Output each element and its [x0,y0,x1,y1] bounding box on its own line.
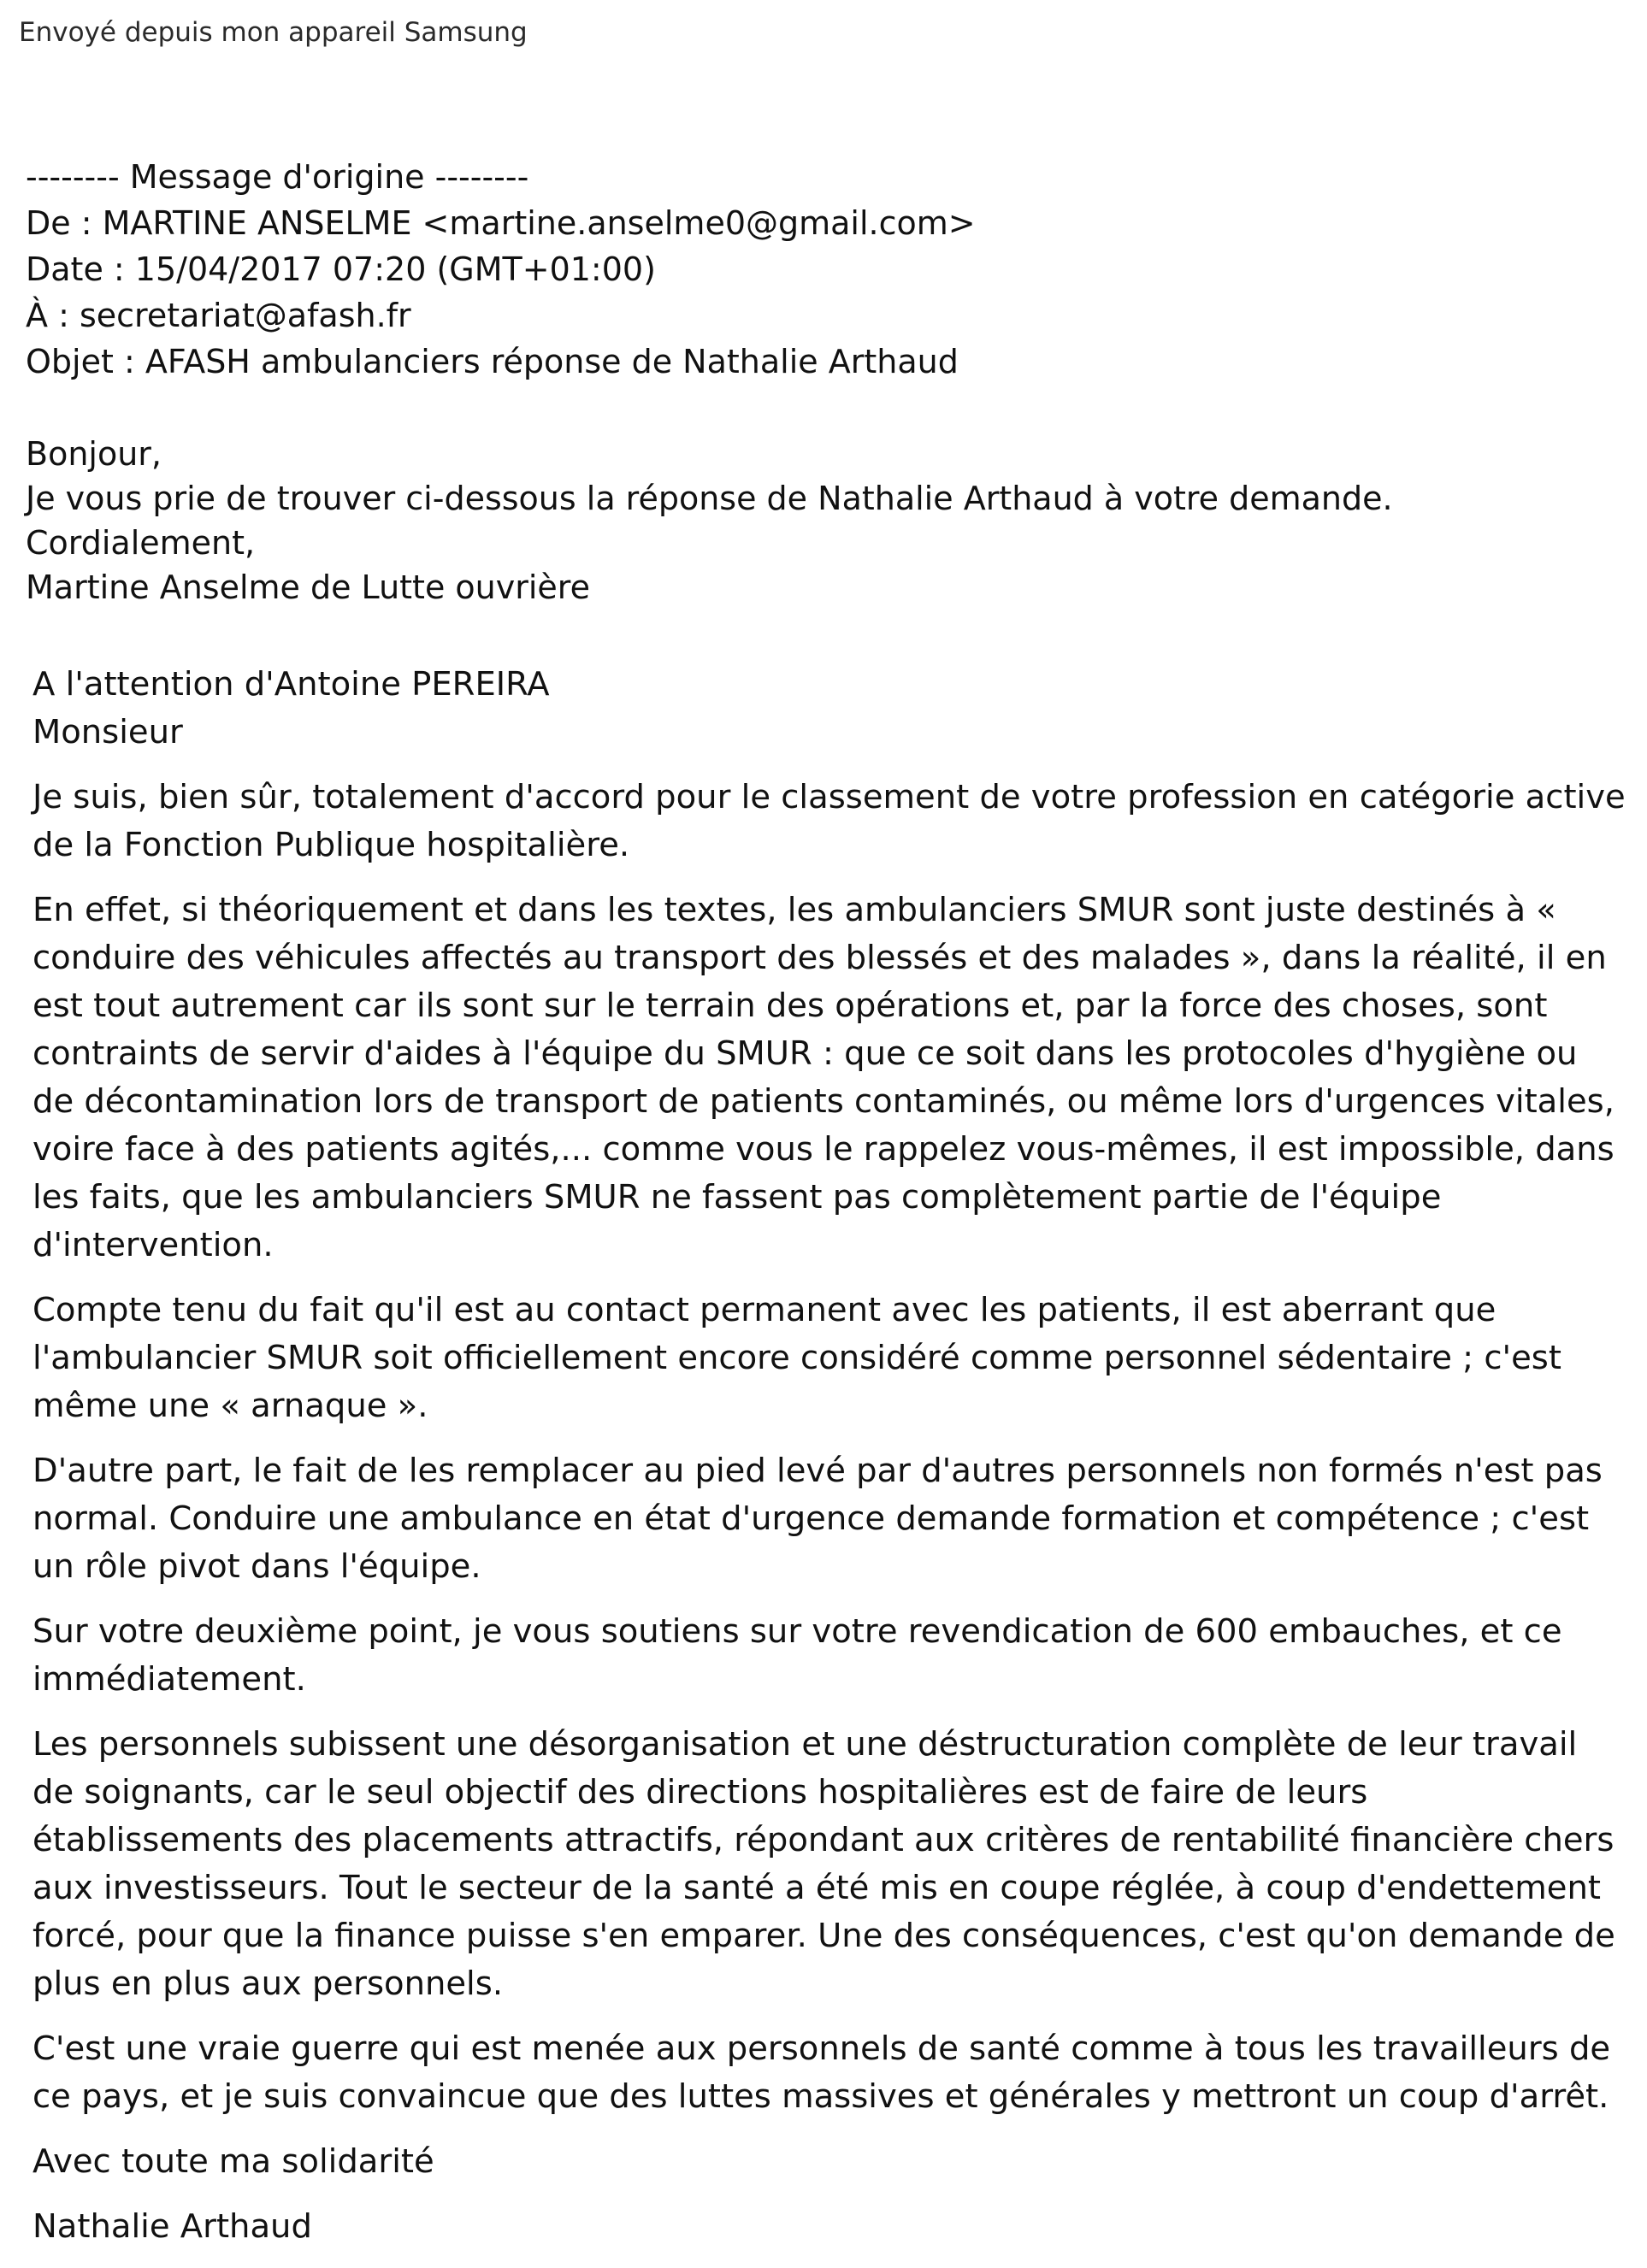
header-from: De : MARTINE ANSELME <martine.anselme0@gmail.com> [26,204,976,242]
letter-paragraph: Je suis, bien sûr, totalement d'accord pour le classement de votre profession en catégorie active de la Fonction Publique hospitalière. [32,778,1626,864]
header-subject: Objet : AFASH ambulanciers réponse de Nathalie Arthaud [26,343,959,380]
letter-paragraph: D'autre part, le fait de les remplacer au pied levé par d'autres personnels non formés n'est pas normal. Conduire une ambulance en état d'urgence demande formation et compétence ; c'est un rôle pivot dans l'équipe. [32,1452,1603,1586]
letter-paragraph: Compte tenu du fait qu'il est au contact permanent avec les patients, il est aberrant que l'ambulancier SMUR soit officiellement encore considéré comme personnel sédentaire ; c'est même une « arnaque ». [32,1291,1561,1425]
letter-salutation: Monsieur [32,713,183,751]
letter-paragraph: Les personnels subissent une désorganisation et une déstructuration complète de leur travail de soignants, car le seul objectif des directions hospitalières est de faire de leurs établissements des placements attractifs, répondant aux critères de rentabilité financière chers aux investisseurs. Tout le secteur de la santé a été mis en coupe réglée, à coup d'endettement forcé, pour que la finance puisse s'en emparer. Une des conséquences, c'est qu'on demande de plus en plus aux personnels. [32,1725,1615,2003]
letter-paragraph: C'est une vraie guerre qui est menée aux personnels de santé comme à tous les travailleurs de ce pays, et je suis convaincue que des luttes massives et générales y mettront un coup d'arrêt. [32,2029,1611,2116]
intro-block [26,432,1393,610]
header-date: Date : 15/04/2017 07:20 (GMT+01:00) [26,250,656,288]
intro-greeting: Bonjour, [26,435,162,473]
intro-signature: Martine Anselme de Lutte ouvrière [26,568,590,606]
sent-from-line: Envoyé depuis mon appareil Samsung [19,17,528,48]
message-separator: -------- Message d'origine -------- [26,158,529,196]
intro-closing: Cordialement, [26,524,256,562]
letter-paragraph: Sur votre deuxième point, je vous soutiens sur votre revendication de 600 embauches, et ce immédiatement. [32,1612,1562,1699]
letter-signature: Nathalie Arthaud [32,2207,312,2246]
forwarded-message-header [26,154,976,385]
letter-attention: A l'attention d'Antoine PEREIRA [32,665,550,704]
letter-paragraph: En effet, si théoriquement et dans les textes, les ambulanciers SMUR sont juste destinés à « conduire des véhicules affectés au transport des blessés et des malades », dans la réalité, il en est tout autrement car ils sont sur le terrain des opérations et, par la force des choses, sont contraints de servir d'aides à l'équipe du SMUR : que ce soit dans les protocoles d'hygiène ou de décontamination lors de transport de patients contaminés, ou même lors d'urgences vitales, voire face à des patients agités,... comme vous le rappelez vous-mêmes, il est impossible, dans les faits, que les ambulanciers SMUR ne fassent pas complètement partie de l'équipe d'intervention. [32,891,1615,1264]
letter-body [32,661,1627,2268]
header-to: À : secretariat@afash.fr [26,297,411,334]
intro-line: Je vous prie de trouver ci-dessous la réponse de Nathalie Arthaud à votre demande. [26,480,1393,517]
letter-closing: Avec toute ma solidarité [32,2142,434,2181]
